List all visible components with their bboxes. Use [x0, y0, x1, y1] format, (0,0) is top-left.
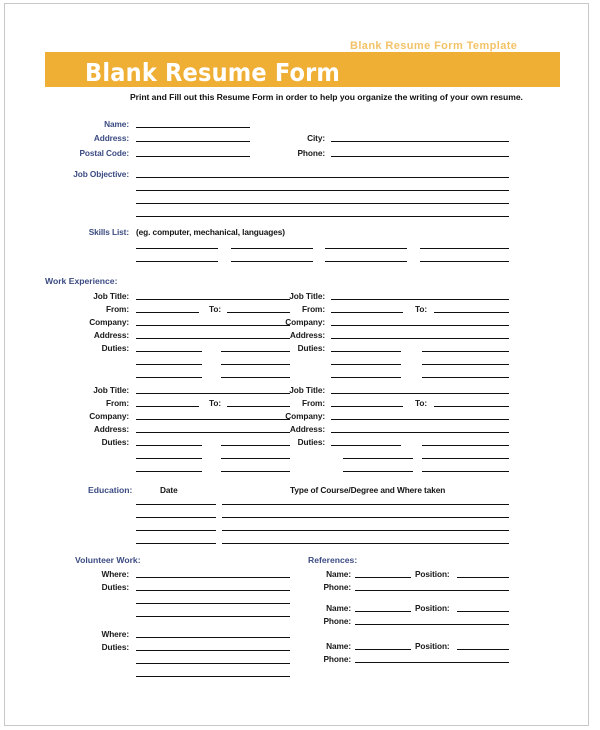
field-from-2a[interactable] — [136, 406, 199, 407]
section-education: Education: — [88, 485, 133, 495]
field-duties-2b-r3c2[interactable] — [422, 471, 509, 472]
field-skill-r2c1[interactable] — [136, 261, 218, 262]
label-to-1a: To: — [209, 304, 221, 314]
page-subtitle: Print and Fill out this Resume Form in order to help you organize the writing of your own resume. — [130, 92, 523, 102]
label-address-2a: Address: — [93, 424, 129, 434]
field-education-course-2[interactable] — [222, 517, 509, 518]
label-duties-1a: Duties: — [101, 343, 129, 353]
field-skill-r2c3[interactable] — [325, 261, 407, 262]
field-volunteer-duties-2-r1[interactable] — [136, 650, 290, 651]
field-duties-2b-r2c2[interactable] — [422, 458, 509, 459]
label-job-title-2a: Job Title: — [93, 385, 129, 395]
field-duties-2a-r3c1[interactable] — [136, 471, 202, 472]
label-reference-phone-3: Phone: — [323, 654, 351, 664]
field-skill-r2c2[interactable] — [231, 261, 313, 262]
field-duties-2b-r1c1[interactable] — [331, 445, 401, 446]
label-city: City: — [307, 133, 325, 143]
field-education-date-3[interactable] — [136, 530, 216, 531]
field-volunteer-duties-2-r3[interactable] — [136, 676, 290, 677]
field-company-1b[interactable] — [331, 325, 509, 326]
label-reference-name-1: Name: — [326, 569, 351, 579]
field-duties-2a-r1c1[interactable] — [136, 445, 202, 446]
field-education-course-4[interactable] — [222, 543, 509, 544]
label-job-objective: Job Objective: — [73, 169, 129, 179]
field-duties-1a-r2c2[interactable] — [221, 364, 290, 365]
section-volunteer-work: Volunteer Work: — [75, 555, 141, 565]
field-skill-r1c4[interactable] — [420, 248, 509, 249]
field-reference-name-3[interactable] — [355, 649, 411, 650]
label-to-2b: To: — [415, 398, 427, 408]
field-company-2b[interactable] — [331, 419, 509, 420]
field-job-title-1b[interactable] — [331, 299, 509, 300]
label-duties-2b: Duties: — [297, 437, 325, 447]
label-volunteer-duties-2: Duties: — [101, 642, 129, 652]
label-duties-1b: Duties: — [297, 343, 325, 353]
field-duties-1a-r3c1[interactable] — [136, 377, 202, 378]
field-reference-name-1[interactable] — [355, 577, 411, 578]
field-duties-2b-r3c1[interactable] — [343, 471, 413, 472]
field-name[interactable] — [136, 127, 250, 128]
page-title: Blank Resume Form — [85, 58, 341, 87]
label-skills-list: Skills List: — [88, 227, 129, 237]
field-reference-position-2[interactable] — [457, 611, 509, 612]
field-duties-2a-r2c2[interactable] — [221, 458, 290, 459]
label-address: Address: — [93, 133, 129, 143]
field-duties-2b-r2c1[interactable] — [343, 458, 413, 459]
field-reference-name-2[interactable] — [355, 611, 411, 612]
label-reference-position-3: Position: — [415, 641, 450, 651]
label-company-1a: Company: — [89, 317, 129, 327]
field-education-course-1[interactable] — [222, 504, 509, 505]
field-postal-code[interactable] — [136, 156, 250, 157]
label-from-1a: From: — [105, 304, 129, 314]
education-course-header: Type of Course/Degree and Where taken — [290, 485, 446, 495]
label-volunteer-duties-1: Duties: — [101, 582, 129, 592]
section-references: References: — [308, 555, 358, 565]
field-from-2b[interactable] — [331, 406, 403, 407]
field-volunteer-where-1[interactable] — [136, 577, 290, 578]
label-company-1b: Company: — [285, 317, 325, 327]
field-reference-phone-3[interactable] — [355, 662, 509, 663]
label-address-1a: Address: — [93, 330, 129, 340]
label-address-1b: Address: — [289, 330, 325, 340]
label-reference-name-2: Name: — [326, 603, 351, 613]
label-name: Name: — [104, 119, 129, 129]
field-to-1b[interactable] — [434, 312, 509, 313]
label-postal-code: Postal Code: — [79, 148, 129, 158]
label-volunteer-where-2: Where: — [101, 629, 129, 639]
field-from-1a[interactable] — [136, 312, 199, 313]
header-ghost-text: Blank Resume Form Template — [350, 40, 518, 52]
field-address-1b[interactable] — [331, 338, 509, 339]
field-education-course-3[interactable] — [222, 530, 509, 531]
field-education-date-4[interactable] — [136, 543, 216, 544]
field-duties-1b-r3c1[interactable] — [331, 377, 401, 378]
resume-form-page — [4, 3, 589, 726]
field-education-date-1[interactable] — [136, 504, 216, 505]
label-from-2a: From: — [105, 398, 129, 408]
field-phone[interactable] — [331, 156, 509, 157]
field-address-2b[interactable] — [331, 432, 509, 433]
label-from-1b: From: — [301, 304, 325, 314]
label-to-1b: To: — [415, 304, 427, 314]
label-reference-phone-1: Phone: — [323, 582, 351, 592]
field-volunteer-where-2[interactable] — [136, 637, 290, 638]
field-duties-2a-r2c1[interactable] — [136, 458, 202, 459]
label-volunteer-where-1: Where: — [101, 569, 129, 579]
field-reference-phone-2[interactable] — [355, 624, 509, 625]
field-city[interactable] — [331, 141, 509, 142]
field-volunteer-duties-1-r1[interactable] — [136, 590, 290, 591]
field-duties-1b-r1c1[interactable] — [331, 351, 401, 352]
label-from-2b: From: — [301, 398, 325, 408]
field-duties-1b-r2c2[interactable] — [422, 364, 509, 365]
field-reference-position-1[interactable] — [457, 577, 509, 578]
field-volunteer-duties-1-r3[interactable] — [136, 616, 290, 617]
field-job-objective-2[interactable] — [136, 190, 509, 191]
label-reference-position-1: Position: — [415, 569, 450, 579]
label-reference-position-2: Position: — [415, 603, 450, 613]
label-duties-2a: Duties: — [101, 437, 129, 447]
section-work-experience: Work Experience: — [45, 276, 118, 286]
label-job-title-1b: Job Title: — [289, 291, 325, 301]
label-address-2b: Address: — [289, 424, 325, 434]
field-duties-1b-r2c1[interactable] — [331, 364, 401, 365]
field-skill-r1c2[interactable] — [231, 248, 313, 249]
field-skill-r1c3[interactable] — [325, 248, 407, 249]
label-company-2b: Company: — [285, 411, 325, 421]
label-to-2a: To: — [209, 398, 221, 408]
field-duties-2b-r1c2[interactable] — [422, 445, 509, 446]
field-duties-2a-r3c2[interactable] — [221, 471, 290, 472]
field-volunteer-duties-1-r2[interactable] — [136, 603, 290, 604]
label-reference-phone-2: Phone: — [323, 616, 351, 626]
field-job-objective-3[interactable] — [136, 203, 509, 204]
field-reference-phone-1[interactable] — [355, 590, 509, 591]
label-reference-name-3: Name: — [326, 641, 351, 651]
field-duties-1a-r2c1[interactable] — [136, 364, 202, 365]
field-volunteer-duties-2-r2[interactable] — [136, 663, 290, 664]
field-duties-1a-r1c1[interactable] — [136, 351, 202, 352]
label-company-2a: Company: — [89, 411, 129, 421]
field-education-date-2[interactable] — [136, 517, 216, 518]
field-skill-r1c1[interactable] — [136, 248, 218, 249]
skills-hint: (eg. computer, mechanical, languages) — [136, 227, 285, 237]
education-date-header: Date — [160, 485, 178, 495]
field-job-objective-1[interactable] — [136, 177, 509, 178]
label-phone: Phone: — [297, 148, 325, 158]
field-duties-1a-r3c2[interactable] — [221, 377, 290, 378]
field-from-1b[interactable] — [331, 312, 403, 313]
label-job-title-1a: Job Title: — [93, 291, 129, 301]
field-reference-position-3[interactable] — [457, 649, 509, 650]
field-duties-1b-r3c2[interactable] — [422, 377, 509, 378]
field-duties-1b-r1c2[interactable] — [422, 351, 509, 352]
field-address[interactable] — [136, 141, 250, 142]
label-job-title-2b: Job Title: — [289, 385, 325, 395]
field-skill-r2c4[interactable] — [420, 261, 509, 262]
field-to-2b[interactable] — [434, 406, 509, 407]
field-job-title-2b[interactable] — [331, 393, 509, 394]
field-job-objective-4[interactable] — [136, 216, 509, 217]
